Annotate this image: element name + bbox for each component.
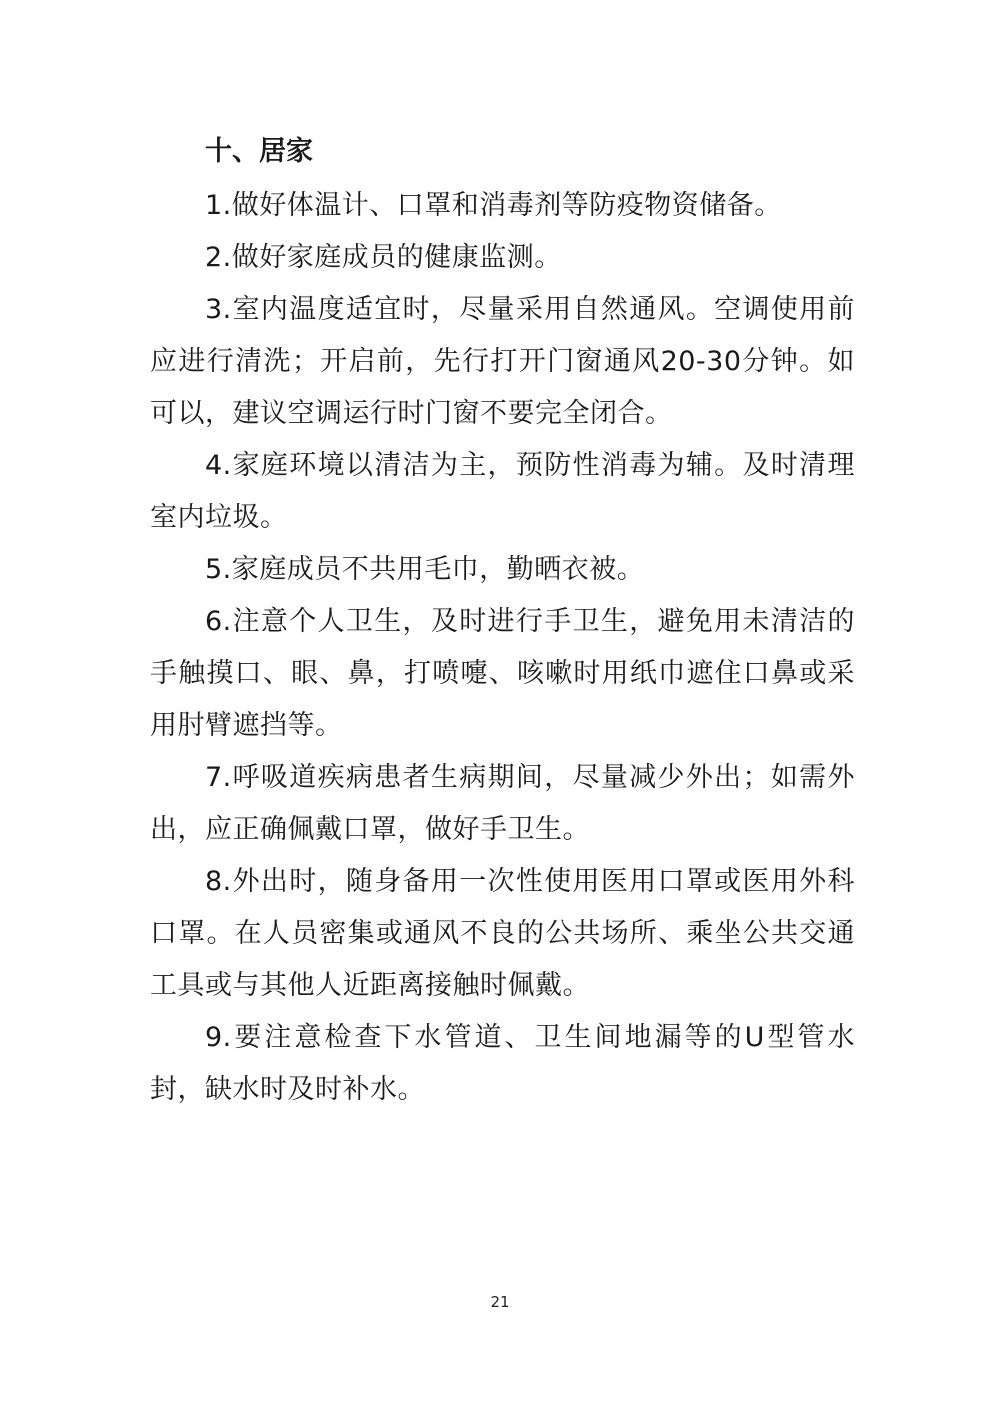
- list-item: 1.做好体温计、口罩和消毒剂等防疫物资储备。: [205, 190, 782, 221]
- list-item: 3.室内温度适宜时，尽量采用自然通风。空调使用前应进行清洗；开启前，先行打开门窗通风20-30分钟。如可以，建议空调运行时门窗不要完全闭合。: [150, 294, 855, 429]
- list-item: 4.家庭环境以清洁为主，预防性消毒为辅。及时清理室内垃圾。: [150, 450, 855, 533]
- section-body: [150, 180, 855, 1116]
- list-item: 8.外出时，随身备用一次性使用医用口罩或医用外科口罩。在人员密集或通风不良的公共场所、乘坐公共交通工具或与其他人近距离接触时佩戴。: [150, 866, 855, 1001]
- list-item: 2.做好家庭成员的健康监测。: [205, 242, 562, 273]
- list-item: 7.呼吸道疾病患者生病期间，尽量减少外出；如需外出，应正确佩戴口罩，做好手卫生。: [150, 762, 855, 845]
- section-heading: 十、居家: [205, 136, 313, 167]
- list-item: 9.要注意检查下水管道、卫生间地漏等的U型管水封，缺水时及时补水。: [150, 1022, 855, 1105]
- page-number: 21: [490, 1293, 510, 1311]
- list-item: 6.注意个人卫生，及时进行手卫生，避免用未清洁的手触摸口、眼、鼻，打喷嚏、咳嗽时用纸巾遮住口鼻或采用肘臂遮挡等。: [150, 606, 855, 741]
- list-item: 5.家庭成员不共用毛巾，勤晒衣被。: [205, 554, 645, 585]
